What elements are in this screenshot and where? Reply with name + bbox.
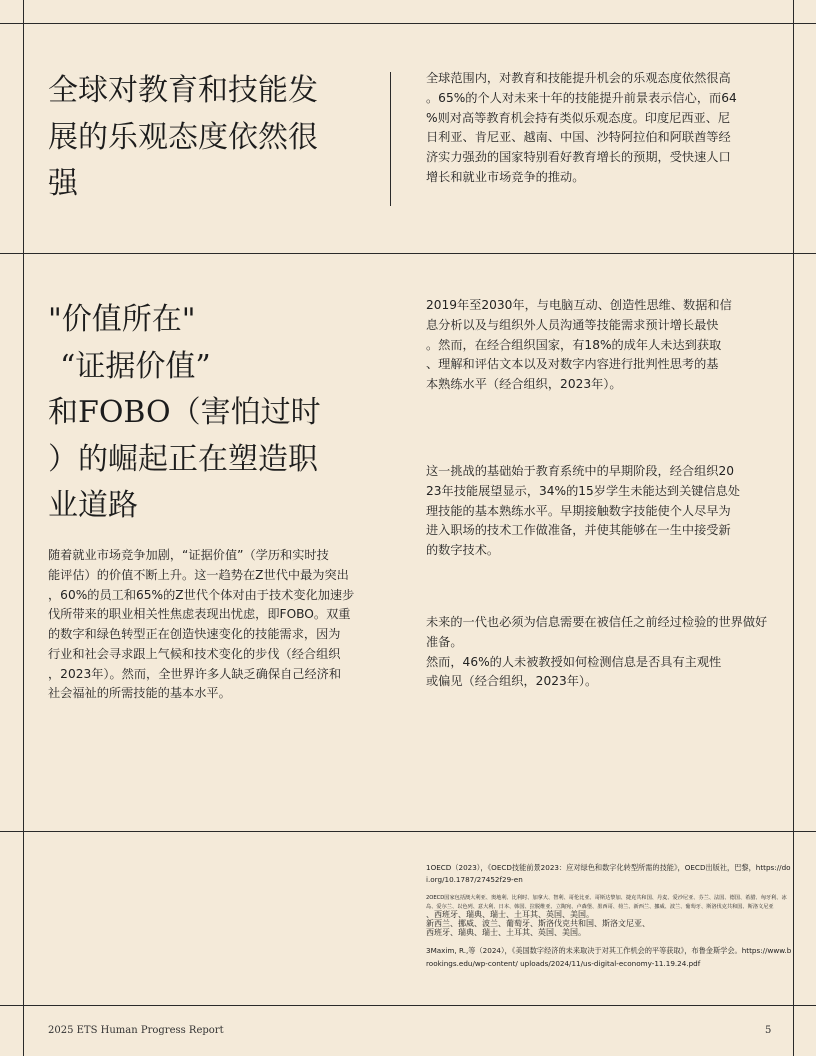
text-line: ，2023年）。然而，全世界许多人缺乏确保自己经济和 [48, 666, 342, 681]
text-line: 的数字技术。 [426, 543, 500, 558]
heading-line: ）的崛起正在塑造职 [48, 441, 318, 477]
left-margin-rule [23, 0, 24, 1056]
text-line: 理技能的基本熟练水平。早期接触数字技能使个人尽早为 [426, 503, 731, 518]
heading-line: 全球对教育和技能发 [48, 73, 318, 108]
text-line: 或偏见（经合组织，2023年）。 [426, 674, 598, 689]
text-line: 未来的一代也必须为信息需要在被信任之前经过检验的世界做好 [426, 615, 768, 629]
section2-right-para-2 [426, 462, 740, 561]
text-line: 能评估）的价值不断上升。这一趋势在Z世代中最为突出 [48, 567, 349, 582]
heading-line: "价值所在" [48, 302, 196, 337]
text-line: 进入职场的技术工作做准备，并使其能够在一生中接受新 [426, 523, 731, 538]
text-line: ，60%的员工和65%的Z世代个体对由于技术变化加速步 [48, 587, 355, 602]
reference-2 [426, 894, 794, 937]
footer-report-title: 2025 ETS Human Progress Report [48, 1025, 224, 1036]
section-divider-2 [0, 831, 816, 832]
text-line: 2019年至2030年，与电脑互动、创造性思维、数据和信 [426, 298, 732, 312]
heading-line: 业道路 [48, 488, 138, 523]
text-line: 。65%的个人对未来十年的技能提升前景表示信心，而64 [426, 90, 737, 105]
heading-separator [390, 72, 391, 206]
text-line: 增长和就业市场竞争的推动。 [426, 169, 585, 184]
section-divider-1 [0, 253, 816, 254]
heading-line: 展的乐观态度依然很 [48, 119, 318, 155]
text-line: 伐所带来的职业相关性焦虑表现出忧虑，即FOBO。双重 [48, 607, 351, 622]
heading-line: 和FOBO（害怕过时 [48, 395, 321, 430]
section1-body [426, 69, 737, 188]
top-rule [0, 23, 816, 24]
text-line: 23年技能展望显示，34%的15岁学生未能达到关键信息处 [426, 483, 741, 498]
reference-3: 3Maxim, R.,等（2024），《美国数字经济的未来取决于对其工作机会的平等获取》，布鲁金斯学会。https://www.brookings.edu/wp-content/ uploads/2024/11/us-digital-economy-11.19.24.pdf [426, 946, 792, 968]
text-line: 本熟练水平（经合组织，2023年）。 [426, 377, 622, 392]
reference-2-end: 西班牙、瑞典、瑞士、土耳其、英国、美国。 [426, 927, 586, 937]
section2-heading [48, 297, 321, 530]
text-line: %则对高等教育机会持有类似乐观态度。印度尼西亚、尼 [426, 110, 731, 125]
section1-heading [48, 68, 318, 208]
footer-rule [0, 1005, 816, 1006]
text-line: 、理解和评估文本以及对数字内容进行批判性思考的基 [426, 357, 719, 372]
reference-1: 1OECD（2023），《OECD技能前景2023：应对绿色和数字化转型所需的技能》，OECD出版社，巴黎，https://doi.org/10.1787/27452f29-en [426, 863, 791, 885]
text-line: 全球范围内，对教育和技能提升机会的乐观态度依然很高 [426, 71, 731, 85]
reference-2-countries: 、西班牙、瑞典、瑞士、土耳其、英国、美国。 [426, 910, 594, 920]
text-line: 随着就业市场竞争加剧，“证据价值”（学历和实时技 [48, 548, 329, 562]
text-line: 息分析以及与组织外人员沟通等技能需求预计增长最快 [426, 317, 719, 332]
section2-right-para-3 [426, 613, 767, 692]
text-line: 然而，46%的人未被教授如何检测信息是否具有主观性 [426, 654, 722, 669]
text-line: 准备。 [426, 634, 463, 649]
section2-right-para-1 [426, 296, 732, 395]
text-line: 行业和社会寻求跟上气候和技术变化的步伐（经合组织 [48, 646, 341, 661]
heading-line: 强 [48, 166, 78, 201]
text-line: 济实力强劲的国家特别看好教育增长的预期，受快速人口 [426, 150, 731, 165]
reference-2-small: 2OECD国家包括澳大利亚、奥地利、比利时、加拿大、智利、哥伦比亚、哥斯达黎加、捷克共和国、丹麦、爱沙尼亚、芬兰、法国、德国、希腊、匈牙利、冰岛、爱尔兰、以色列、意大利、日本、韩国、拉脱维亚、立陶宛、卢森堡、墨西哥、荷兰、新西兰、挪威、波兰、葡萄牙、斯洛伐克共和国、斯洛文尼亚 [426, 895, 787, 910]
text-line: 社会福祉的所需技能的基本水平。 [48, 686, 231, 701]
text-line: 这一挑战的基础始于教育系统中的早期阶段，经合组织20 [426, 464, 735, 478]
references [426, 862, 794, 978]
text-line: 的数字和绿色转型正在创造快速变化的技能需求，因为 [48, 627, 341, 642]
heading-line: “证据价值” [60, 348, 211, 384]
reference-2-overlap: 新西兰、挪威、波兰、葡萄牙、斯洛伐克共和国、斯洛文尼亚、 [426, 918, 650, 928]
text-line: 。然而，在经合组织国家，有18%的成年人未达到获取 [426, 337, 722, 352]
section2-left-body [48, 546, 354, 704]
page-number: 5 [765, 1025, 772, 1036]
text-line: 日利亚、肯尼亚、越南、中国、沙特阿拉伯和阿联酋等经 [426, 130, 731, 145]
